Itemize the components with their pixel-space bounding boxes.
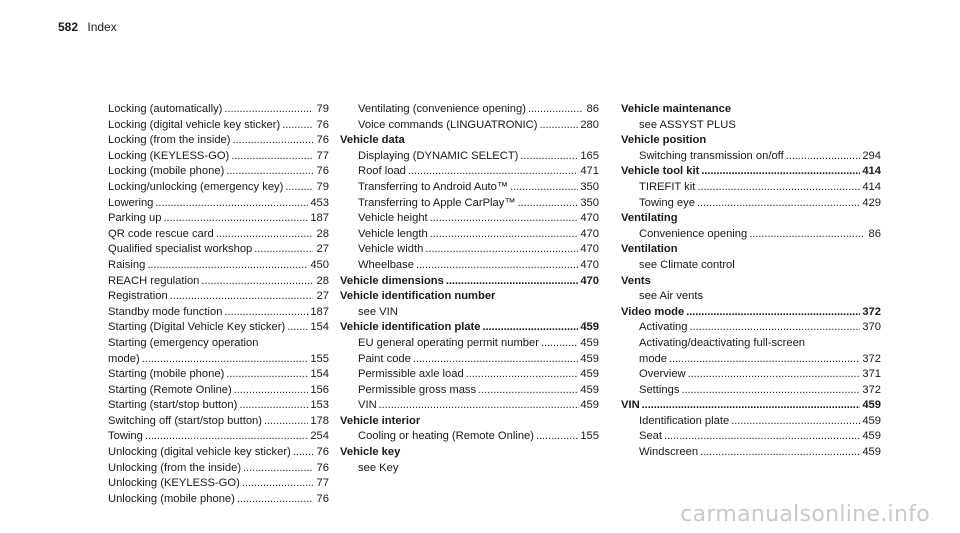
dot-leader <box>242 476 313 492</box>
page-reference[interactable]: 77 <box>316 149 329 162</box>
dot-leader <box>430 211 579 227</box>
index-entry-text: Unlocking (KEYLESS-GO) <box>108 477 240 490</box>
page-reference[interactable]: 155 <box>310 352 329 365</box>
page-reference[interactable]: 371 <box>862 368 881 381</box>
index-entry-text: VIN <box>358 399 377 412</box>
index-entry <box>90 367 329 383</box>
index-entry-text: Overview <box>639 368 686 381</box>
dot-leader <box>430 227 579 243</box>
dot-leader <box>664 429 860 445</box>
index-entry-text: Transferring to Apple CarPlay™ <box>358 196 516 209</box>
index-entry-text: Vehicle length <box>358 227 428 240</box>
dot-leader <box>669 352 860 368</box>
page-reference[interactable]: 76 <box>316 446 329 459</box>
index-line: see Climate control <box>639 258 735 271</box>
index-entry <box>90 445 329 461</box>
index-heading: Vehicle data <box>340 134 405 147</box>
dot-leader <box>446 274 578 290</box>
page-reference[interactable]: 470 <box>580 258 599 271</box>
index-entry-text: Ventilating (convenience opening) <box>358 103 526 115</box>
index-entry <box>621 383 881 399</box>
index-entry <box>340 383 599 399</box>
index-line: Activating/deactivating full-screen <box>639 336 806 349</box>
index-entry-text: Activating <box>639 321 688 334</box>
index-entry-text: Qualified specialist workshop <box>108 243 253 256</box>
index-entry <box>621 429 881 445</box>
index-entry <box>621 305 881 321</box>
page-reference[interactable]: 86 <box>586 103 599 115</box>
index-entry-text: Vehicle height <box>358 212 428 225</box>
index-entry <box>90 242 329 258</box>
index-entry <box>90 429 329 445</box>
index-entry-text: TIREFIT kit <box>639 180 696 193</box>
index-heading: Vehicle key <box>340 446 401 459</box>
dot-leader <box>226 164 313 180</box>
index-entry <box>90 461 329 477</box>
page-reference[interactable]: 429 <box>862 196 881 209</box>
page-reference[interactable]: 459 <box>862 414 881 427</box>
index-entry-text: Seat <box>639 430 663 443</box>
dot-leader <box>164 211 309 227</box>
dot-leader <box>466 367 579 383</box>
page-reference[interactable]: 76 <box>316 165 329 178</box>
index-entry-text: Wheelbase <box>358 258 414 271</box>
page-reference[interactable]: 459 <box>580 399 599 412</box>
index-entry <box>90 305 329 321</box>
index-column-3 <box>621 102 881 461</box>
index-entry-text: VIN <box>621 399 640 412</box>
dot-leader <box>416 258 578 274</box>
page-reference[interactable]: 459 <box>580 336 599 349</box>
dot-leader <box>170 289 313 305</box>
dot-leader <box>145 429 309 445</box>
dot-leader <box>224 305 308 321</box>
index-line: see Air vents <box>639 290 704 303</box>
index-entry <box>621 320 881 336</box>
page-number: 582 <box>58 20 79 34</box>
index-entry <box>340 164 599 180</box>
page-reference[interactable]: 76 <box>316 461 329 474</box>
dot-leader <box>686 305 860 321</box>
dot-leader <box>701 164 860 180</box>
index-entry <box>340 118 599 134</box>
dot-leader <box>541 336 578 352</box>
index-entry <box>340 398 599 414</box>
index-entry <box>621 196 881 212</box>
index-heading: Ventilation <box>621 243 678 256</box>
index-entry <box>340 258 599 274</box>
dot-leader <box>287 320 308 336</box>
page-reference[interactable]: 79 <box>316 180 329 193</box>
index-entry-text: Displaying (DYNAMIC SELECT) <box>358 149 519 162</box>
page-reference[interactable]: 187 <box>310 305 329 318</box>
page-reference[interactable]: 459 <box>862 399 881 412</box>
index-heading: Vehicle interior <box>340 414 421 427</box>
dot-leader <box>528 102 583 118</box>
index-entry <box>340 320 599 336</box>
page-reference[interactable]: 372 <box>862 352 881 365</box>
index-entry <box>90 414 329 430</box>
index-entry <box>340 211 599 227</box>
dot-leader <box>688 367 861 383</box>
index-entry <box>340 102 599 118</box>
index-entry <box>340 274 599 290</box>
index-entry-text: Vehicle dimensions <box>340 274 444 287</box>
page-reference[interactable]: 76 <box>316 492 329 505</box>
page-reference[interactable]: 27 <box>316 243 329 256</box>
index-entry <box>340 149 599 165</box>
index-entry <box>90 102 329 118</box>
index-entry <box>621 227 881 243</box>
index-heading: Vehicle position <box>621 134 707 147</box>
index-entry <box>90 492 329 508</box>
page-reference[interactable]: 280 <box>580 118 599 131</box>
page-reference[interactable]: 459 <box>580 321 599 334</box>
dot-leader <box>237 492 313 508</box>
page-reference[interactable]: 471 <box>580 165 599 178</box>
page-reference[interactable]: 155 <box>580 430 599 443</box>
index-entry-text: Voice commands (LINGUATRONIC) <box>358 118 538 131</box>
dot-leader <box>379 398 579 414</box>
index-entry-text: Lowering <box>108 196 154 209</box>
page-reference[interactable]: 459 <box>580 352 599 365</box>
page-reference[interactable]: 370 <box>862 321 881 334</box>
index-line: see ASSYST PLUS <box>639 118 736 131</box>
dot-leader <box>681 383 860 399</box>
index-entry-text: mode) <box>108 352 140 365</box>
index-entry-text: mode <box>639 352 667 365</box>
index-entry <box>621 445 881 461</box>
index-heading: Vents <box>621 274 651 287</box>
index-entry-text: Starting (Remote Online) <box>108 383 232 396</box>
page-reference[interactable]: 414 <box>862 180 881 193</box>
index-entry <box>90 476 329 492</box>
dot-leader <box>264 414 308 430</box>
index-entry-text: Settings <box>639 383 680 396</box>
index-entry-text: Identification plate <box>639 414 730 427</box>
dot-leader <box>697 180 860 196</box>
page-reference[interactable]: 453 <box>310 196 329 209</box>
index-entry-text: Paint code <box>358 352 411 365</box>
index-entry-text: Vehicle tool kit <box>621 165 700 178</box>
dot-leader <box>293 445 313 461</box>
dot-leader <box>483 320 579 336</box>
page-reference[interactable]: 372 <box>862 305 881 318</box>
page-reference[interactable]: 459 <box>862 446 881 459</box>
index-entry <box>90 398 329 414</box>
dot-leader <box>408 164 578 180</box>
index-entry <box>90 258 329 274</box>
index-entry-text: Towing eye <box>639 196 695 209</box>
index-entry-text: Starting (mobile phone) <box>108 368 225 381</box>
index-entry <box>90 196 329 212</box>
index-entry <box>90 289 329 305</box>
dot-leader <box>413 352 578 368</box>
page-reference[interactable]: 153 <box>310 399 329 412</box>
dot-leader <box>231 149 313 165</box>
index-entry-text: Locking (from the inside) <box>108 134 231 147</box>
index-entry-text: Unlocking (digital vehicle key sticker) <box>108 446 291 459</box>
index-entry <box>340 429 599 445</box>
page-reference[interactable]: 470 <box>580 212 599 225</box>
index-entry <box>90 149 329 165</box>
index-entry-text: Windscreen <box>639 446 699 459</box>
index-entry-text: QR code rescue card <box>108 227 214 240</box>
index-line: see VIN <box>358 305 398 318</box>
watermark: carmanualsonline.info <box>680 502 930 527</box>
index-entry <box>621 398 881 414</box>
page-header <box>58 20 117 34</box>
page-reference[interactable]: 154 <box>310 368 329 381</box>
page-reference[interactable]: 450 <box>310 258 329 271</box>
index-entry <box>340 352 599 368</box>
index-entry-text: Switching transmission on/off <box>639 149 784 162</box>
index-entry-text: REACH regulation <box>108 274 200 287</box>
index-entry-text: Locking (mobile phone) <box>108 165 225 178</box>
index-entry-text: Starting (start/stop button) <box>108 399 238 412</box>
dot-leader <box>510 180 578 196</box>
index-entry <box>340 336 599 352</box>
index-entry <box>90 227 329 243</box>
index-entry-text: Convenience opening <box>639 227 748 240</box>
dot-leader <box>700 445 860 461</box>
page-reference[interactable]: 178 <box>310 414 329 427</box>
index-entry-text: Vehicle identification plate <box>340 321 481 334</box>
page-reference[interactable]: 28 <box>316 274 329 287</box>
dot-leader <box>425 242 578 258</box>
index-entry-text: Towing <box>108 430 143 443</box>
page-reference[interactable]: 350 <box>580 180 599 193</box>
dot-leader <box>285 180 313 196</box>
page-reference[interactable]: 77 <box>316 477 329 490</box>
index-entry <box>340 367 599 383</box>
index-entry-text: Vehicle width <box>358 243 424 256</box>
dot-leader <box>233 133 314 149</box>
index-entry-text: EU general operating permit number <box>358 336 539 349</box>
index-entry-text: Raising <box>108 258 146 271</box>
page-reference[interactable]: 86 <box>868 227 881 240</box>
index-entry <box>340 227 599 243</box>
dot-leader <box>155 196 308 212</box>
page-reference[interactable]: 76 <box>316 118 329 131</box>
dot-leader <box>539 118 578 134</box>
index-entry <box>621 352 881 368</box>
index-entry-text: Unlocking (from the inside) <box>108 461 242 474</box>
page-reference[interactable]: 165 <box>580 149 599 162</box>
page-reference[interactable]: 79 <box>316 103 329 115</box>
dot-leader <box>254 242 313 258</box>
index-entry <box>90 164 329 180</box>
page-reference[interactable]: 254 <box>310 430 329 443</box>
index-entry-text: Parking up <box>108 212 162 225</box>
page-reference[interactable]: 470 <box>580 243 599 256</box>
dot-leader <box>786 149 861 165</box>
dot-leader <box>690 320 861 336</box>
dot-leader <box>520 149 578 165</box>
page-reference[interactable]: 414 <box>862 165 881 178</box>
index-line: see Key <box>358 461 399 474</box>
dot-leader <box>518 196 579 212</box>
index-entry <box>621 149 881 165</box>
index-entry-text: Locking (digital vehicle key sticker) <box>108 118 281 131</box>
index-heading: Ventilating <box>621 212 678 225</box>
dot-leader <box>478 383 578 399</box>
page-reference[interactable]: 470 <box>580 274 599 287</box>
dot-leader <box>731 414 860 430</box>
index-entry-text: Unlocking (mobile phone) <box>108 492 235 505</box>
page-reference[interactable]: 28 <box>316 227 329 240</box>
dot-leader <box>216 227 313 243</box>
dot-leader <box>642 398 861 414</box>
page-reference[interactable]: 76 <box>316 134 329 147</box>
dot-leader <box>147 258 308 274</box>
page-reference[interactable]: 350 <box>580 196 599 209</box>
index-entry <box>621 180 881 196</box>
index-entry-text: Starting (Digital Vehicle Key sticker) <box>108 321 286 334</box>
index-entry <box>621 414 881 430</box>
index-entry-text: Standby mode function <box>108 305 223 318</box>
index-entry <box>90 180 329 196</box>
index-entry <box>340 242 599 258</box>
index-entry <box>340 180 599 196</box>
index-entry <box>90 118 329 134</box>
dot-leader <box>224 102 313 118</box>
dot-leader <box>226 367 308 383</box>
dot-leader <box>697 196 860 212</box>
page-reference[interactable]: 372 <box>862 383 881 396</box>
index-column-1 <box>90 102 329 507</box>
index-entry <box>621 164 881 180</box>
page-reference[interactable]: 459 <box>580 368 599 381</box>
index-entry <box>621 367 881 383</box>
dot-leader <box>239 398 308 414</box>
page-reference[interactable]: 154 <box>310 321 329 334</box>
page-reference[interactable]: 27 <box>316 290 329 303</box>
index-entry-text: Transferring to Android Auto™ <box>358 180 509 193</box>
dot-leader <box>142 352 309 368</box>
index-entry <box>90 320 329 336</box>
index-entry-text: Permissible gross mass <box>358 383 477 396</box>
index-heading: Vehicle maintenance <box>621 103 732 115</box>
index-entry-text: Locking (KEYLESS-GO) <box>108 149 230 162</box>
index-entry-text: Registration <box>108 290 168 303</box>
page-reference[interactable]: 459 <box>862 430 881 443</box>
index-line: Starting (emergency operation <box>108 336 259 349</box>
index-heading: Vehicle identification number <box>340 290 496 303</box>
index-entry-text: Locking (automatically) <box>108 103 223 115</box>
page-reference[interactable]: 294 <box>862 149 881 162</box>
index-entry <box>340 196 599 212</box>
index-column-2 <box>340 102 599 476</box>
index-entry <box>90 274 329 290</box>
dot-leader <box>749 227 865 243</box>
section-title: Index <box>87 20 117 34</box>
page-reference[interactable]: 470 <box>580 227 599 240</box>
dot-leader <box>282 118 313 134</box>
dot-leader <box>243 461 313 477</box>
index-entry-text: Roof load <box>358 165 406 178</box>
index-entry <box>90 211 329 227</box>
index-entry-text: Cooling or heating (Remote Online) <box>358 430 534 443</box>
page-reference[interactable]: 187 <box>310 212 329 225</box>
page-reference[interactable]: 156 <box>310 383 329 396</box>
index-entry <box>90 383 329 399</box>
dot-leader <box>234 383 309 399</box>
index-entry <box>90 352 329 368</box>
index-entry-text: Video mode <box>621 305 685 318</box>
dot-leader <box>536 429 578 445</box>
index-entry-text: Locking/unlocking (emergency key) <box>108 180 284 193</box>
dot-leader <box>201 274 313 290</box>
index-entry-text: Permissible axle load <box>358 368 464 381</box>
page-reference[interactable]: 459 <box>580 383 599 396</box>
index-entry <box>90 133 329 149</box>
index-entry-text: Switching off (start/stop button) <box>108 414 263 427</box>
